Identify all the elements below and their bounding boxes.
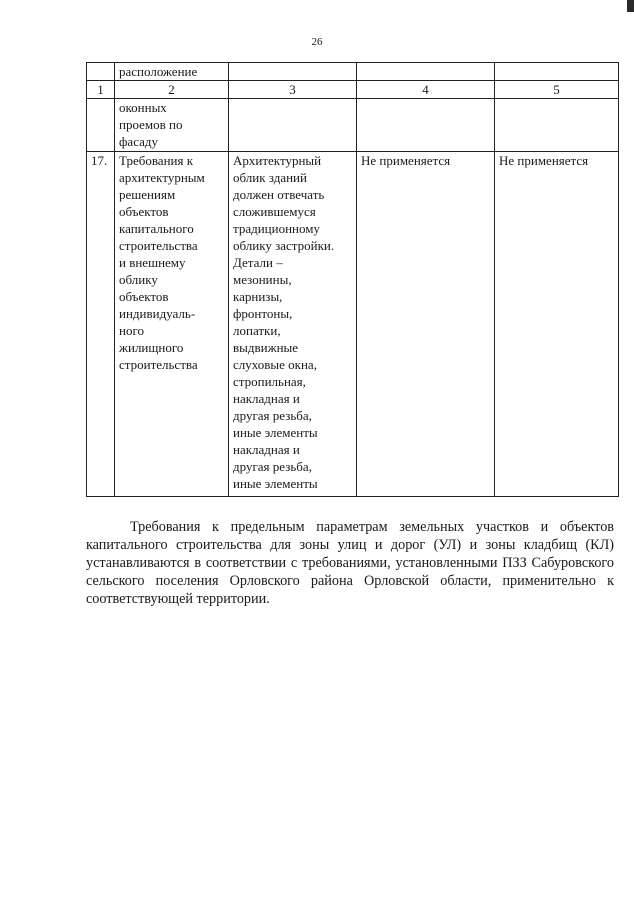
scan-edge-mark xyxy=(627,0,634,12)
cell-line: капитального xyxy=(119,221,194,236)
table-cell xyxy=(115,99,229,152)
cell-line: решениям xyxy=(119,187,176,202)
cell-line: жилищного xyxy=(119,340,184,355)
table-cell xyxy=(229,63,357,81)
table-cell xyxy=(357,99,495,152)
column-number: 1 xyxy=(87,81,115,99)
cell-line: объектов xyxy=(119,289,169,304)
cell-line: объектов xyxy=(119,204,169,219)
cell-line: фронтоны, xyxy=(233,306,293,321)
cell-line: должен отвечать xyxy=(233,187,325,202)
requirements-table xyxy=(86,62,619,497)
requirement-value-cell xyxy=(229,152,357,497)
table-cell xyxy=(229,99,357,152)
cell-line: лопатки, xyxy=(233,323,281,338)
column-number: 4 xyxy=(357,81,495,99)
cell-line: иные элементы xyxy=(233,425,318,440)
requirement-name-cell xyxy=(115,152,229,497)
body-paragraph: Требования к предельным параметрам земельных участков и объектов капитального строительства для зоны улиц и дорог (УЛ) и зоны кладбищ (КЛ) устанавливаются в соответствии с требованиями, установленными ПЗЗ Сабуровского сельского поселения Орловского района Орловской области, применительно к соответствующей территории. xyxy=(86,519,614,607)
cell-line: строительства xyxy=(119,238,198,253)
table-row xyxy=(87,63,619,81)
cell-line: оконных xyxy=(119,100,167,115)
cell-line: другая резьба, xyxy=(233,408,312,423)
table-cell xyxy=(87,99,115,152)
row-number: 17. xyxy=(87,152,115,497)
cell-line: Архитектурный xyxy=(233,153,322,168)
cell-line: традиционному xyxy=(233,221,320,236)
cell-line: архитектурным xyxy=(119,170,205,185)
cell-line: накладная и xyxy=(233,442,300,457)
cell-line: облику застройки. xyxy=(233,238,335,253)
cell-line: и внешнему xyxy=(119,255,186,270)
cell-line: накладная и xyxy=(233,391,300,406)
column-number: 2 xyxy=(115,81,229,99)
cell-line: карнизы, xyxy=(233,289,283,304)
cell-line: выдвижные xyxy=(233,340,299,355)
cell-line: проемов по xyxy=(119,117,183,132)
page-number: 26 xyxy=(311,36,323,48)
table-row xyxy=(87,152,619,497)
cell-line: индивидуаль- xyxy=(119,306,196,321)
table-cell: расположение xyxy=(115,63,229,81)
cell-line: слуховые окна, xyxy=(233,357,317,372)
cell-line: другая резьба, xyxy=(233,459,312,474)
cell-line: строительства xyxy=(119,357,198,372)
cell-line: иные элементы xyxy=(233,476,318,491)
not-applicable-cell: Не применяется xyxy=(495,152,619,497)
not-applicable-cell: Не применяется xyxy=(357,152,495,497)
cell-line: мезонины, xyxy=(233,272,292,287)
column-number: 5 xyxy=(495,81,619,99)
table-header-row xyxy=(87,81,619,99)
cell-line: облик зданий xyxy=(233,170,307,185)
cell-line: стропильная, xyxy=(233,374,306,389)
table-cell xyxy=(87,63,115,81)
table-row xyxy=(87,99,619,152)
cell-line: сложившемуся xyxy=(233,204,316,219)
table-cell xyxy=(495,99,619,152)
column-number: 3 xyxy=(229,81,357,99)
cell-line: облику xyxy=(119,272,158,287)
cell-line: ного xyxy=(119,323,144,338)
cell-line: Детали – xyxy=(233,255,283,270)
cell-line: Требования к xyxy=(119,153,194,168)
table-cell xyxy=(495,63,619,81)
table-cell xyxy=(357,63,495,81)
cell-line: фасаду xyxy=(119,134,159,149)
